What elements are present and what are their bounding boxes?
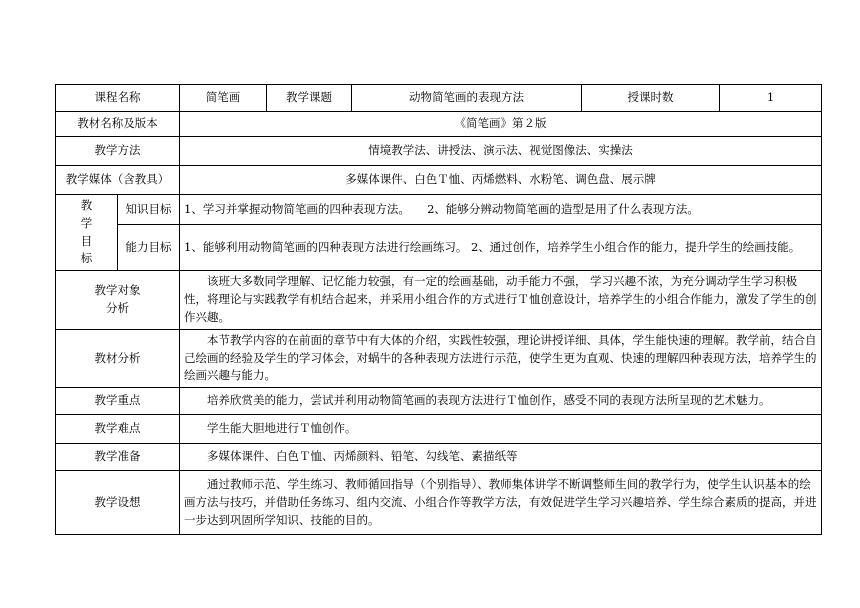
objectives-label (56, 195, 118, 271)
media-label: 教学媒体（含教具） (56, 166, 180, 195)
objectives-char: 目 (80, 233, 93, 248)
knowledge-label: 知识目标 (118, 195, 180, 225)
method-row (56, 137, 822, 166)
students-label-line: 教学对象 (94, 283, 141, 298)
objectives-char: 标 (80, 251, 93, 266)
design-row (56, 471, 822, 535)
header-row (56, 85, 822, 112)
key-point-value: 培养欣赏美的能力，尝试并利用动物简笔画的表现方法进行Ｔ恤创作，感受不同的表现方法所呈现的艺术魅力。 (180, 388, 822, 415)
difficulty-label: 教学难点 (56, 415, 180, 444)
difficulty-value: 学生能大胆地进行Ｔ恤创作。 (180, 415, 822, 444)
preparation-row (56, 444, 822, 471)
course-name-value: 简笔画 (180, 85, 267, 112)
media-row (56, 166, 822, 195)
topic-label: 教学课题 (267, 85, 352, 112)
students-row (56, 271, 822, 329)
material-label: 教材分析 (56, 329, 180, 387)
design-value: 通过教师示范、学生练习、教师循回指导（个别指导）、教师集体讲学不断调整师生间的教学行为，使学生认识基本的绘画方法与技巧，并借助任务练习、组内交流、小组合作等教学方法，有效促进学生学习兴趣培养、学生综合素质的提高，并进一步达到巩固所学知识、技能的目的。 (180, 471, 822, 535)
textbook-label: 教材名称及版本 (56, 112, 180, 137)
lesson-plan-table (55, 84, 822, 535)
students-label-line: 分析 (106, 300, 129, 315)
knowledge-value: 1、学习并掌握动物简笔画的四种表现方法。 2、能够分辨动物简笔画的造型是用了什么表现方法。 (180, 195, 822, 225)
difficulty-row (56, 415, 822, 444)
textbook-value: 《简笔画》第２版 (180, 112, 822, 137)
knowledge-row (56, 195, 822, 225)
students-label (56, 271, 180, 329)
textbook-row (56, 112, 822, 137)
ability-value: 1、能够利用动物简笔画的四种表现方法进行绘画练习。 2、通过创作，培养学生小组合作的能力，提升学生的绘画技能。 (180, 225, 822, 271)
material-row (56, 329, 822, 387)
design-label: 教学设想 (56, 471, 180, 535)
ability-row (56, 225, 822, 271)
key-point-row (56, 388, 822, 415)
preparation-value: 多媒体课件、白色Ｔ恤、丙烯颜料、铅笔、勾线笔、素描纸等 (180, 444, 822, 471)
course-name-label: 课程名称 (56, 85, 180, 112)
objectives-char: 学 (80, 215, 93, 230)
key-point-label: 教学重点 (56, 388, 180, 415)
method-value: 情境教学法、讲授法、演示法、视觉图像法、实操法 (180, 137, 822, 166)
students-value: 该班大多数同学理解、记忆能力较强，有一定的绘画基础，动手能力不强， 学习兴趣不浓，为充分调动学生学习积极性，将理论与实践教学有机结合起来，并采用小组合作的方式进行Ｔ恤创意设计，培养学生的小组合作能力，激发了学生的创作兴趣。 (180, 271, 822, 329)
objectives-char: 教 (80, 198, 93, 212)
material-value: 本节教学内容的在前面的章节中有大体的介绍，实践性较强，理论讲授详细、具体，学生能快速的理解。教学前，结合自己绘画的经验及学生的学习体会，对蜗牛的各种表现方法进行示范，使学生更为直观、快速的理解四种表现方法，培养学生的绘画兴趣与能力。 (180, 329, 822, 387)
hours-label: 授课时数 (582, 85, 720, 112)
method-label: 教学方法 (56, 137, 180, 166)
hours-value: 1 (720, 85, 822, 112)
preparation-label: 教学准备 (56, 444, 180, 471)
topic-value: 动物简笔画的表现方法 (352, 85, 582, 112)
media-value: 多媒体课件、白色Ｔ恤、丙烯燃料、水粉笔、调色盘、展示牌 (180, 166, 822, 195)
ability-label: 能力目标 (118, 225, 180, 271)
